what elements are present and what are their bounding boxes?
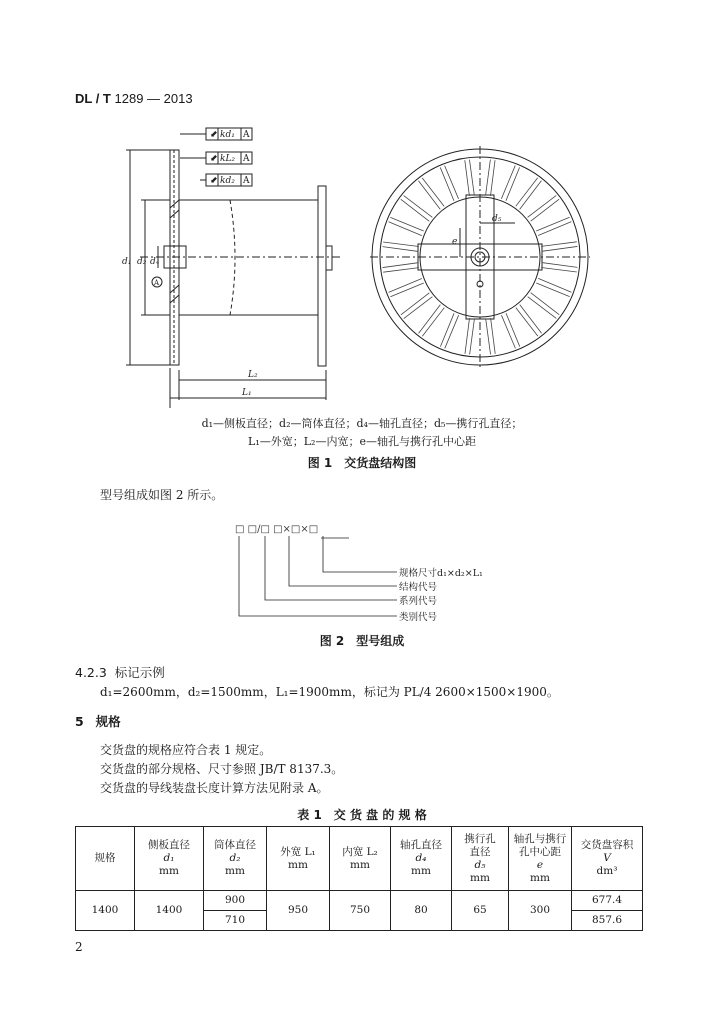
right-flange: [318, 186, 326, 366]
standard-number: 1289 — 2013: [114, 91, 193, 106]
spoke-line: [541, 267, 577, 272]
cell-d1: 1400: [135, 891, 204, 931]
section-title: 规格: [95, 714, 121, 729]
composition-item-spec: 规格尺寸d₁×d₂×L₁: [399, 568, 483, 579]
spoke-line: [465, 318, 470, 354]
header-d2: 筒体直径 d₂ mm: [204, 827, 267, 891]
header-L2: 内宽 L₂ mm: [330, 827, 391, 891]
dim-L1: L₁: [242, 388, 252, 398]
cell-e: 300: [509, 891, 572, 931]
spoke-line: [528, 297, 557, 319]
dim-d1: d₁: [122, 257, 132, 267]
table1-title: 表 1 交 货 盘 的 规 格: [297, 808, 427, 822]
spoke-line: [491, 318, 496, 354]
spoke-line: [542, 263, 578, 268]
tol-arrow-1: ⬋: [210, 130, 218, 140]
figure1-legend-line2: L₁—外宽；L₂—内宽；e—轴孔与携行孔中心距: [248, 435, 476, 448]
dim-d4: d₄: [150, 257, 160, 267]
spoke-line: [531, 199, 559, 221]
cell-d2-a: 900: [204, 891, 267, 911]
tol-label-2: kL₂: [220, 154, 236, 164]
cell-V-a: 677.4: [572, 891, 643, 911]
model-template: □ □/□ □×□×□: [235, 524, 319, 535]
spoke-line: [470, 319, 475, 355]
spoke-line: [383, 247, 419, 252]
header-spec: 规格: [76, 827, 135, 891]
composition-item-structure: 结构代号: [399, 582, 438, 593]
spoke-line: [516, 308, 538, 336]
header-L1: 外宽 L₁ mm: [267, 827, 330, 891]
spoke-line: [528, 195, 557, 217]
spoke-line: [404, 297, 433, 319]
spec-table: [75, 826, 643, 931]
section5-line-2: 交货盘的部分规格、尺寸参照 JB/T 8137.3。: [100, 762, 344, 776]
spoke-line: [469, 160, 474, 196]
spoke-line: [383, 263, 419, 268]
datum-label-3: A: [243, 176, 250, 186]
section-number: 5: [75, 714, 84, 729]
header-d4: 轴孔直径 d₄ mm: [391, 827, 452, 891]
spoke-line: [490, 160, 495, 196]
cell-V-b: 857.6: [572, 911, 643, 931]
cell-L1: 950: [267, 891, 330, 931]
spoke-line: [486, 319, 491, 355]
figure1-caption: 图 1 交货盘结构图: [307, 456, 417, 470]
section-number: 4.2.3: [75, 665, 107, 680]
page-number: 2: [75, 940, 83, 954]
marking-example: d₁=2600mm，d₂=1500mm，L₁=1900mm，标记为 PL/4 2600×1500×1900。: [100, 685, 559, 699]
tol-label-1: kd₁: [220, 130, 235, 140]
section5-line-3: 交货盘的导线装盘长度计算方法见附录 A。: [100, 781, 329, 795]
table-header-row: [76, 827, 643, 891]
standard-code: DL / T: [75, 91, 111, 106]
cell-d2-b: 710: [204, 911, 267, 931]
spoke-line: [383, 242, 419, 247]
dim-d2: d₂: [137, 257, 147, 267]
spoke-line: [531, 293, 560, 315]
spoke-line: [418, 181, 440, 210]
datum-label-1: A: [243, 130, 250, 140]
spoke-line: [401, 199, 430, 221]
standard-code-header: [75, 91, 193, 106]
section-5-heading: [75, 712, 121, 730]
spoke-line: [419, 305, 441, 334]
spoke-line: [486, 160, 491, 196]
figure1-legend-line1: d₁—侧板直径；d₂—筒体直径；d₄—轴孔直径；d₅—携行孔直径；: [201, 417, 523, 430]
spoke-line: [520, 305, 542, 334]
dim-e: e: [452, 237, 458, 247]
spoke-line: [520, 181, 542, 210]
spoke-line: [542, 246, 578, 251]
header-V: 交货盘容积 V dm³: [572, 827, 643, 891]
composition-item-category: 类别代号: [399, 612, 438, 623]
spoke-line: [401, 293, 429, 315]
model-composition-diagram: [225, 520, 505, 630]
spoke-line: [422, 308, 444, 337]
spoke-line: [404, 196, 433, 218]
cell-spec: 1400: [76, 891, 135, 931]
svg-text:⬋: ⬋: [210, 176, 218, 186]
header-d5: 携行孔 直径 d₅ mm: [452, 827, 509, 891]
spoke-line: [383, 268, 419, 273]
reel-structure-diagram: [100, 118, 620, 418]
composition-item-series: 系列代号: [399, 596, 438, 607]
figure2-caption: 图 2 型号组成: [319, 634, 405, 648]
cell-d5: 65: [452, 891, 509, 931]
spoke-line: [541, 242, 577, 247]
cell-L2: 750: [330, 891, 391, 931]
tol-label-3: kd₂: [220, 176, 235, 186]
datum-label-2: A: [243, 154, 250, 164]
cell-d4: 80: [391, 891, 452, 931]
section-4-2-3-heading: [75, 663, 165, 681]
datum-circle-label: A: [154, 279, 160, 287]
section5-line-1: 交货盘的规格应符合表 1 规定。: [100, 743, 272, 757]
header-d1: 侧板直径 d₁ mm: [135, 827, 204, 891]
dim-L2: L₂: [248, 370, 258, 380]
spoke-line: [516, 178, 538, 207]
spoke-line: [465, 160, 470, 196]
section-title: 标记示例: [114, 665, 165, 680]
spoke-line: [422, 178, 444, 206]
header-e: 轴孔与携行 孔中心距 e mm: [509, 827, 572, 891]
figure2-intro: 型号组成如图 2 所示。: [100, 488, 224, 502]
table-row: [76, 891, 643, 911]
svg-text:⬋: ⬋: [210, 154, 218, 164]
dim-d5: d₅: [492, 214, 502, 224]
